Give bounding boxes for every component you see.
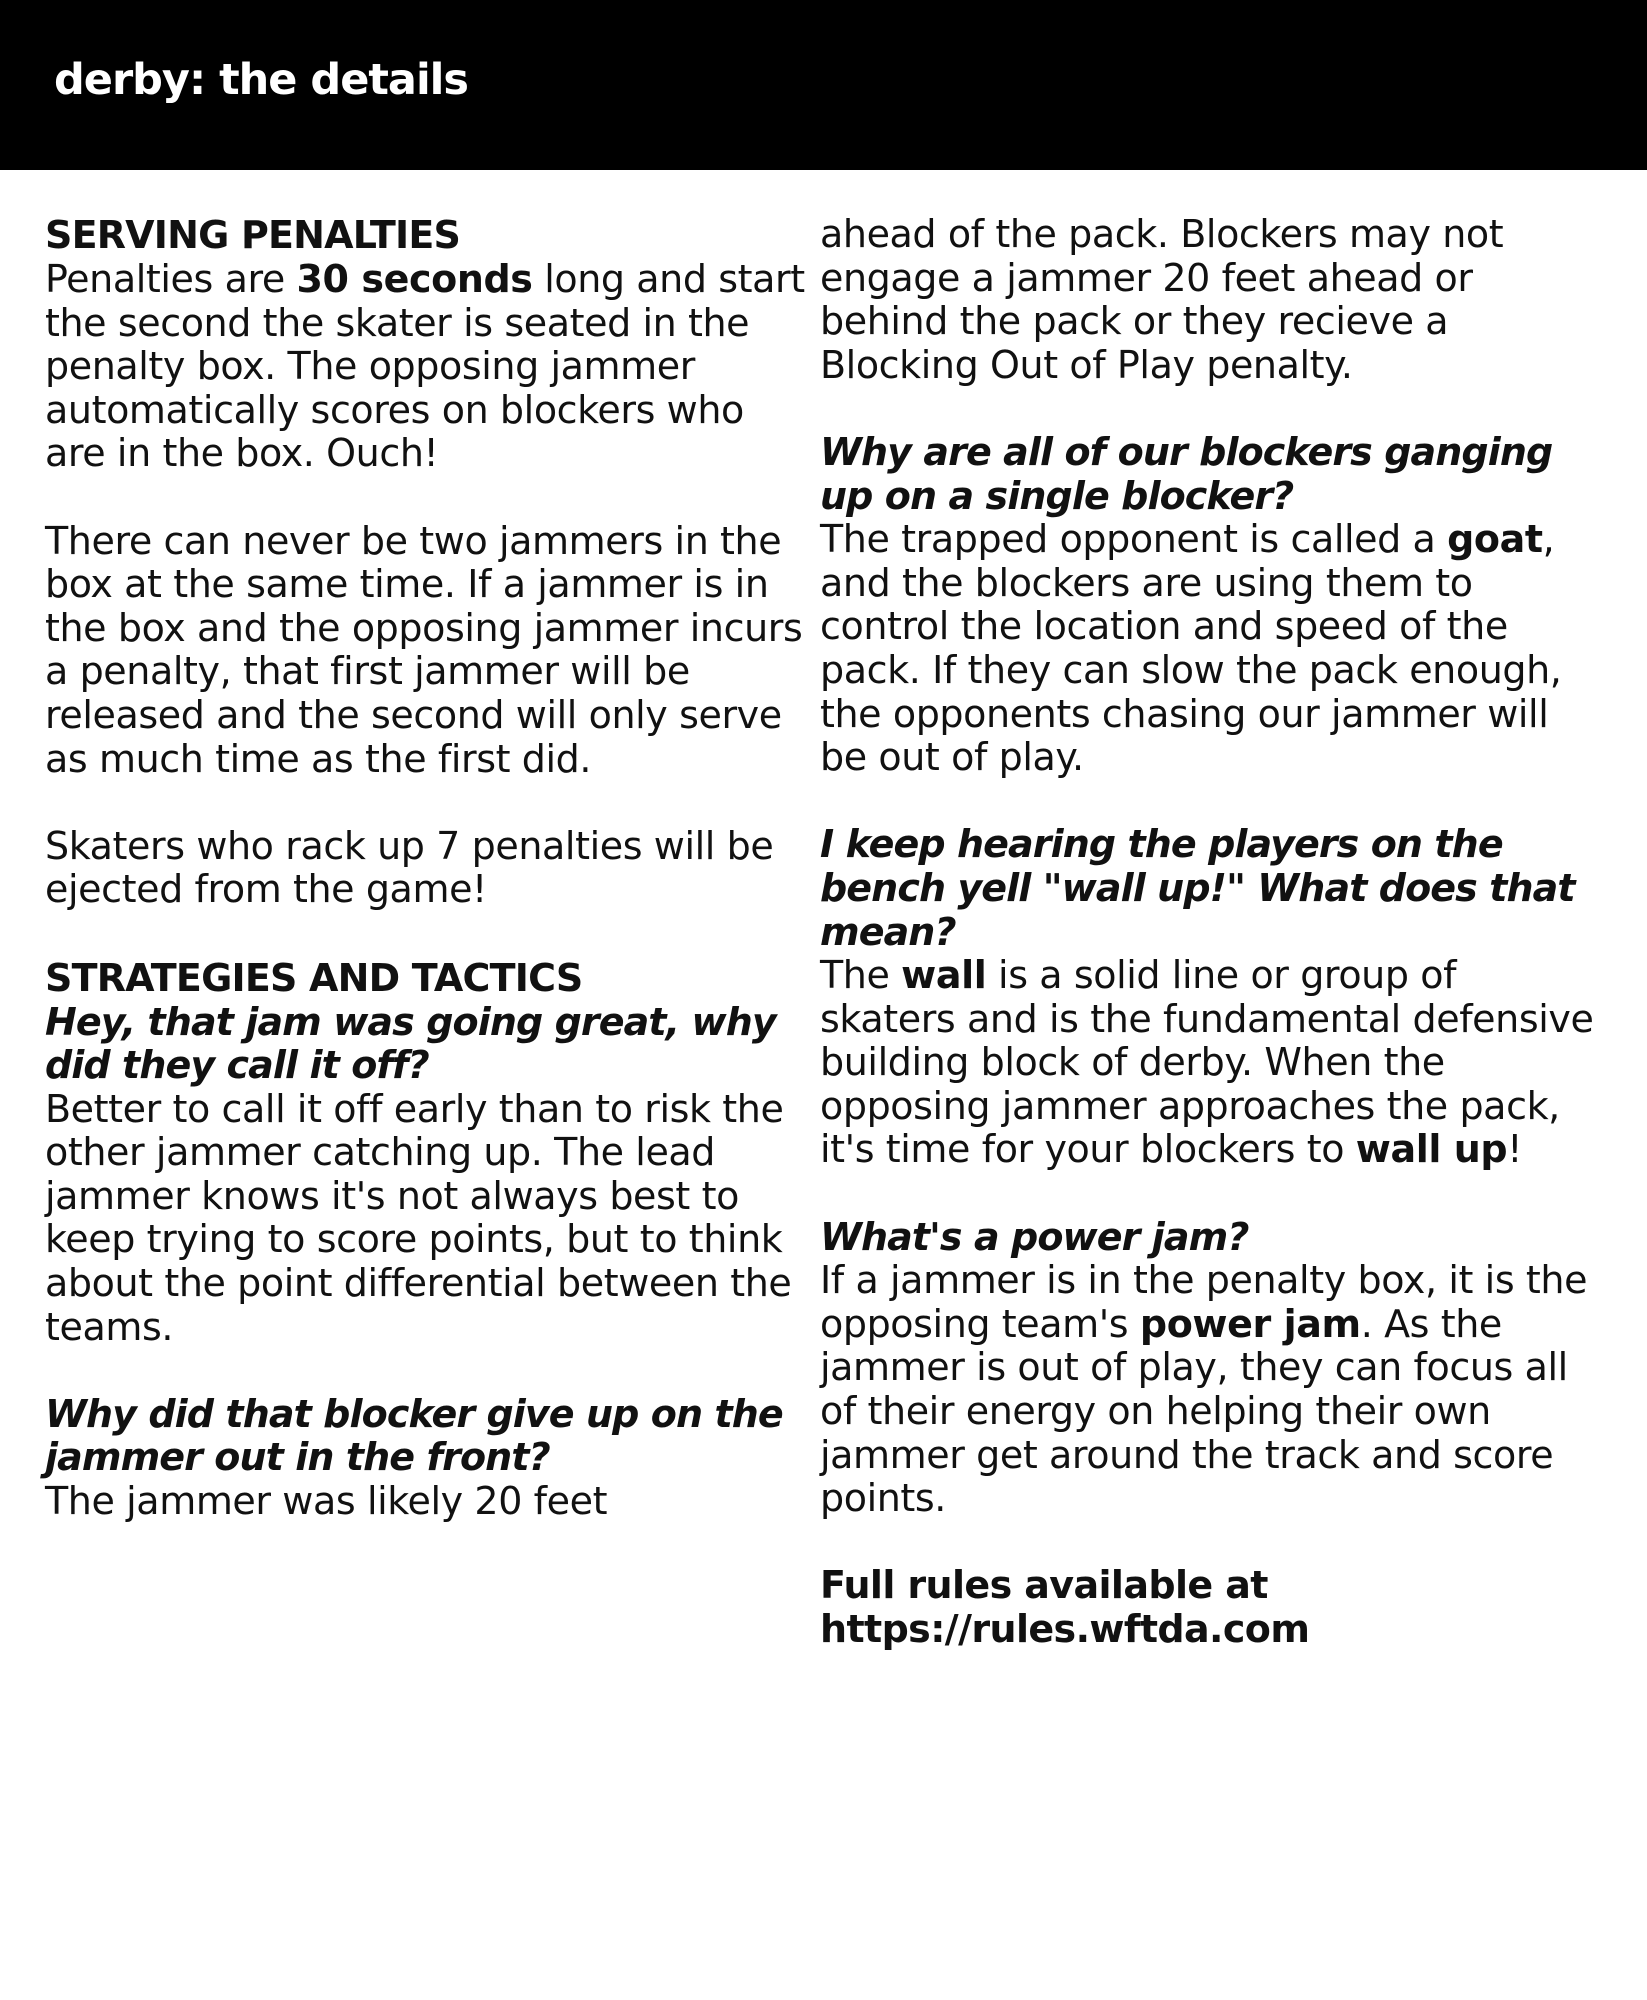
power-jam-term: power jam [1139,1301,1361,1346]
serving-penalties-heading: SERVING PENALTIES [45,213,461,257]
wall-up-term: wall up [1355,1127,1508,1172]
answer-wall-up-middle: is a solid line or group of skaters and is the fundamental defensive building block of derby. When the opposing jammer approaches the pack, it's time for your blockers to [820,953,1594,1172]
right-column [820,213,1595,1652]
question-power-jam: What's a power jam? [820,1214,1249,1259]
answer-power-jam [820,1259,1595,1521]
answer-ganging-up [820,518,1595,780]
rules-url: https://rules.wftda.com [820,1607,1310,1651]
answer-wall-up-start: The [820,953,902,998]
left-column [45,213,805,1524]
answer-blocker-give-up-start: The jammer was likely 20 feet [45,1479,608,1524]
goat-term: goat [1447,517,1543,562]
answer-ganging-up-end: , and the blockers are using them to control the location and speed of the pack. If they can slow the pack enough, the opponents chasing our jammer will be out of play. [820,517,1562,780]
paragraph-spacer [45,476,805,520]
question-ganging-up: Why are all of our blockers ganging up on a single blocker? [820,429,1553,518]
paragraph-spacer [820,1521,1595,1565]
full-rules-label: Full rules available at [820,1563,1268,1608]
question-wall-up: I keep hearing the players on the bench yell "wall up!" What does that mean? [820,822,1575,954]
penalty-length-bold: 30 seconds [296,257,533,301]
answer-ganging-up-start: The trapped opponent is called a [820,517,1448,562]
question-blocker-give-up: Why did that blocker give up on the jammer out in the front? [45,1391,783,1480]
paragraph-spacer [45,1349,805,1393]
paragraph-spacer [820,1172,1595,1216]
answer-power-jam-end: . As the jammer is out of play, they can focus all of their energy on helping their own jammer get around the track and score points. [820,1301,1568,1521]
page-title: derby: the details [54,55,469,105]
strategies-heading: STRATEGIES AND TACTICS [45,955,583,1000]
penalty-length-paragraph [45,258,805,476]
answer-wall-up-end: ! [1507,1127,1523,1172]
ejection-paragraph: Skaters who rack up 7 penalties will be ejected from the game! [45,823,774,912]
penalty-length-text-start: Penalties are [45,257,297,301]
section-spacer [45,912,805,956]
answer-wall-up [820,954,1595,1172]
paragraph-spacer [45,781,805,825]
answer-call-off: Better to call it off early than to risk the other jammer catching up. The lead jammer knows it's not always best to keep trying to score points, but to think about the point differential between the teams. [45,1086,792,1349]
paragraph-spacer [820,387,1595,431]
answer-blocker-give-up-end: ahead of the pack. Blockers may not engage a jammer 20 feet ahead or behind the pack or they recieve a Blocking Out of Play penalty. [820,212,1504,387]
two-jammers-paragraph: There can never be two jammers in the box at the same time. If a jammer is in the box and the opposing jammer incurs a penalty, that first jammer will be released and the second will only serve as much time as the first did. [45,518,803,781]
answer-power-jam-start: If a jammer is in the penalty box, it is the opposing team's [820,1258,1588,1346]
penalty-length-text-end: long and start the second the skater is seated in the penalty box. The opposing jammer automatically scores on blockers who are in the box. Ouch! [45,257,805,476]
question-call-off: Hey, that jam was going great, why did they call it off? [45,999,776,1088]
wall-term: wall [901,953,987,998]
header-bar [0,0,1647,170]
paragraph-spacer [820,780,1595,824]
